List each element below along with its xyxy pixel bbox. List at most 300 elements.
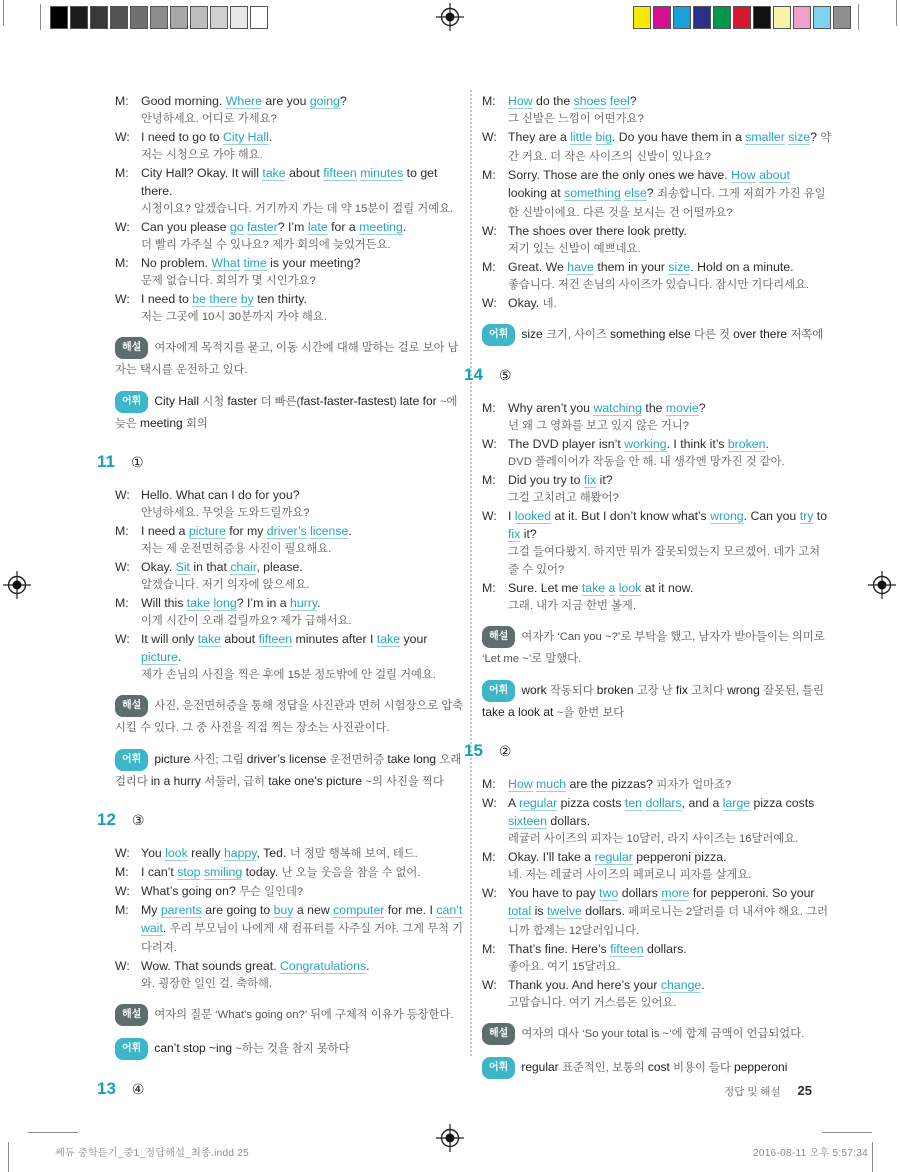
- keyword-highlight: take: [197, 632, 221, 646]
- translation-line: [482, 417, 832, 435]
- english-text: dollars.: [581, 904, 629, 918]
- line-text: [508, 222, 832, 240]
- keyword-highlight: two: [599, 886, 619, 900]
- korean-text: 페퍼로니는 2달러를 더 내셔야 해요. 그러니까 합계는 12달러입니다.: [508, 906, 829, 937]
- speaker-label: W:: [115, 220, 130, 234]
- english-text: do the: [532, 94, 574, 108]
- speaker-label: [115, 200, 141, 218]
- grayscale-swatch: [190, 6, 208, 29]
- speaker-label: [482, 453, 508, 471]
- keyword-highlight: feel: [609, 94, 630, 108]
- english-text: Sorry. Those are the only ones we have.: [508, 168, 732, 182]
- line-text: [508, 884, 832, 940]
- color-swatch: [833, 6, 851, 29]
- keyword-highlight: Congratulations: [280, 959, 367, 973]
- english-text: driver’s license: [246, 752, 330, 766]
- korean-text: 저는 시청으로 가야 해요.: [141, 149, 263, 161]
- korean-text: ~에 늦은: [115, 396, 458, 430]
- korean-text: 난 오늘 웃음을 참을 수 없어.: [281, 867, 421, 879]
- translation-line: [115, 200, 465, 218]
- korean-text: 그 신발은 느낌이 어떤가요?: [508, 113, 644, 125]
- line-text: [141, 110, 465, 128]
- english-text: to: [813, 509, 828, 523]
- dialogue-line: [482, 794, 832, 830]
- line-text: [141, 863, 465, 882]
- korean-text: 너 정말 행복해 보여, 테드.: [289, 848, 418, 860]
- speaker-label: M:: [115, 524, 129, 538]
- korean-text: 다른 것: [694, 329, 734, 341]
- keyword-highlight: long: [213, 596, 237, 610]
- keyword-highlight: can’t: [436, 903, 463, 917]
- english-text: your: [400, 632, 428, 646]
- keyword-highlight: go: [229, 220, 244, 234]
- english-text: [592, 130, 595, 144]
- dialogue-line: [482, 128, 832, 166]
- speaker-label: M:: [482, 942, 496, 956]
- page-number: 25: [797, 1083, 812, 1098]
- dialogue-line: [115, 164, 465, 200]
- vocabulary-note: [482, 1058, 832, 1080]
- english-text: take a look at: [482, 705, 557, 719]
- korean-text: 표준적인, 보통의: [562, 1062, 648, 1074]
- english-text: ten thirty.: [253, 292, 307, 306]
- english-text: today.: [242, 865, 282, 879]
- grayscale-swatch: [130, 6, 148, 29]
- line-text: [141, 504, 465, 522]
- korean-text: 넌 왜 그 영화를 보고 있지 않은 거니?: [508, 420, 690, 432]
- korean-text: 좋아요. 여기 15달러요.: [508, 961, 621, 973]
- korean-text: 크기, 사이즈: [546, 329, 610, 341]
- korean-text: 그래. 내가 지금 한번 볼게.: [508, 600, 636, 612]
- keyword-highlight: change: [660, 978, 702, 992]
- keyword-highlight: take: [376, 632, 401, 646]
- dialogue-line: [482, 884, 832, 940]
- column-divider: [470, 90, 472, 1056]
- keyword-highlight: about: [759, 168, 790, 182]
- keyword-highlight: large: [722, 796, 751, 810]
- keyword-highlight: hurry: [290, 596, 318, 610]
- korean-text: 사진; 그림: [193, 754, 247, 766]
- dialogue-line: [115, 901, 465, 957]
- grayscale-swatch: [50, 6, 68, 29]
- english-text: over there: [733, 327, 791, 341]
- english-text: I need to go to: [141, 130, 224, 144]
- speaker-label: [482, 240, 508, 258]
- english-text: I: [508, 509, 515, 523]
- english-text: are going to: [201, 903, 274, 917]
- english-text: .: [701, 978, 705, 992]
- english-text: My: [141, 903, 161, 917]
- dialogue-block: [115, 92, 465, 326]
- keyword-highlight: minutes: [360, 166, 404, 180]
- speaker-label: W:: [482, 886, 497, 900]
- keyword-highlight: driver’s: [266, 524, 307, 538]
- vocabulary-note: [115, 1039, 465, 1061]
- english-text: looking at: [508, 186, 565, 200]
- grayscale-swatch: [70, 6, 88, 29]
- speaker-label: W:: [115, 130, 130, 144]
- translation-line: [482, 240, 832, 258]
- keyword-highlight: dollars: [645, 796, 682, 810]
- registration-mark: [3, 571, 31, 599]
- line-text: [141, 200, 465, 218]
- english-text: for pepperoni. So your: [689, 886, 815, 900]
- speaker-label: [482, 994, 508, 1012]
- line-text: [508, 258, 832, 276]
- keyword-highlight: chair: [230, 560, 257, 574]
- keyword-highlight: twelve: [546, 904, 582, 918]
- korean-text: 안녕하세요. 어디로 가세요?: [141, 113, 277, 125]
- keyword-highlight: How: [508, 777, 533, 791]
- translation-line: [482, 276, 832, 294]
- speaker-label: M:: [482, 94, 496, 108]
- speaker-label: W:: [482, 130, 497, 144]
- korean-text: 저는 그곳에 10시 30분까지 가야 해요.: [141, 311, 327, 323]
- keyword-highlight: try: [799, 509, 814, 523]
- english-text: in that: [189, 560, 231, 574]
- english-text: cost: [647, 1060, 674, 1074]
- english-text: it?: [596, 473, 613, 487]
- grayscale-swatch: [230, 6, 248, 29]
- crop-mark: [822, 1132, 872, 1133]
- line-text: [141, 236, 465, 254]
- korean-text: 좋습니다. 저건 손님의 사이즈가 있습니다. 잠시만 기다리세요.: [508, 279, 810, 291]
- speaker-label: M:: [482, 850, 496, 864]
- crop-mark: [8, 1142, 9, 1172]
- english-text: I need to: [141, 292, 193, 306]
- korean-text: ~을 한번 보다: [556, 707, 625, 719]
- explanation-badge: 해설: [115, 337, 148, 359]
- color-swatch: [733, 6, 751, 29]
- dialogue-line: [482, 435, 832, 453]
- dialogue-line: [482, 222, 832, 240]
- korean-text: 이게 시간이 오래 걸릴까요? 제가 급해서요.: [141, 615, 352, 627]
- keyword-highlight: How: [731, 168, 756, 182]
- korean-text: 무슨 일인데?: [239, 886, 304, 898]
- english-text: late for: [399, 394, 440, 408]
- line-text: [508, 128, 832, 166]
- keyword-highlight: take: [581, 581, 606, 595]
- korean-text: 피자가 얼마죠?: [656, 779, 732, 791]
- speaker-label: [115, 576, 141, 594]
- keyword-highlight: meeting: [359, 220, 403, 234]
- line-text: [508, 579, 832, 597]
- keyword-highlight: take: [186, 596, 211, 610]
- keyword-highlight: picture: [141, 650, 178, 664]
- speaker-label: W:: [482, 509, 497, 523]
- line-text: [508, 994, 832, 1012]
- english-text: is your meeting?: [266, 256, 361, 270]
- dialogue-line: [482, 940, 832, 958]
- english-text: minutes after I: [292, 632, 377, 646]
- speaker-label: W:: [115, 884, 130, 898]
- speaker-label: M:: [115, 256, 129, 270]
- english-text: to get there.: [141, 166, 438, 198]
- keyword-highlight: movie: [665, 401, 699, 415]
- keyword-highlight: wrong: [710, 509, 744, 523]
- question-13: [97, 1079, 465, 1099]
- english-text: No problem.: [141, 256, 212, 270]
- translation-line: [482, 543, 832, 579]
- line-text: [141, 666, 465, 684]
- keyword-highlight: regular: [594, 850, 633, 864]
- answer-choice: ⑤: [498, 367, 512, 383]
- english-text: ?: [698, 401, 706, 415]
- line-text: [508, 489, 832, 507]
- english-text: is: [531, 904, 547, 918]
- line-text: [141, 975, 465, 993]
- keyword-highlight: faster: [246, 220, 278, 234]
- keyword-highlight: looked: [514, 509, 552, 523]
- speaker-label: [115, 612, 141, 630]
- keyword-highlight: What: [211, 256, 241, 270]
- korean-text: 와. 굉장한 일인 걸. 축하해.: [141, 978, 273, 990]
- vocabulary-badge: 어휘: [482, 1057, 515, 1079]
- line-text: [141, 164, 465, 200]
- grayscale-swatch: [90, 6, 108, 29]
- line-text: [508, 471, 832, 489]
- question-number: 13: [97, 1079, 116, 1098]
- keyword-highlight: regular: [518, 796, 558, 810]
- english-text: .: [366, 959, 370, 973]
- grayscale-swatch: [210, 6, 228, 29]
- korean-text: 비용이 들다: [673, 1062, 735, 1074]
- english-text: at it now.: [641, 581, 694, 595]
- keyword-highlight: stop: [177, 865, 201, 879]
- korean-text: 저는 제 운전면허증용 사진이 필요해요.: [141, 543, 332, 555]
- english-text: .: [402, 220, 407, 234]
- keyword-highlight: computer: [333, 903, 385, 917]
- left-column: [97, 92, 465, 1113]
- korean-text: 여자의 질문 ‘What’s going on?’ 뒤에 구체적 이유가 등장한다.: [154, 1009, 454, 1021]
- dialogue-line: [482, 92, 832, 110]
- dialogue-block: [115, 486, 465, 684]
- korean-text: 저쪽에: [790, 329, 824, 341]
- explanation-badge: 해설: [115, 1004, 148, 1026]
- english-text: City Hall? Okay. It will: [141, 166, 263, 180]
- korean-text: 약간 커요. 더 작은 사이즈의 신발이 있나요?: [508, 132, 832, 163]
- dialogue-line: [482, 579, 832, 597]
- translation-line: [115, 504, 465, 522]
- keyword-highlight: broken: [727, 437, 766, 451]
- line-text: [508, 597, 832, 615]
- speaker-label: [482, 830, 508, 848]
- korean-text: 고맙습니다. 여기 거스름돈 있어요.: [508, 997, 677, 1009]
- color-calibration-bar: [633, 6, 851, 29]
- dialogue-line: [115, 844, 465, 863]
- english-text: pizza costs: [557, 796, 625, 810]
- color-swatch: [653, 6, 671, 29]
- english-text: .: [268, 130, 273, 144]
- explanation-badge: 해설: [482, 626, 515, 648]
- explanation-badge: 해설: [482, 1023, 515, 1045]
- korean-text: 시청이요? 알겠습니다. 거기까지 가는 데 약 15분이 걸릴 거예요.: [141, 203, 454, 215]
- question-11: [97, 452, 465, 472]
- korean-text: 여자가 ‘Can you ~?’로 부탁을 했고, 남자가 받아들이는 의미로 ‘Let me ~’로 말했다.: [482, 631, 825, 665]
- explanation-note: [115, 696, 465, 738]
- english-text: Can you please: [141, 220, 230, 234]
- explanation-note: [115, 1005, 465, 1027]
- english-text: Great. We: [508, 260, 568, 274]
- english-text: about: [220, 632, 259, 646]
- line-text: [141, 576, 465, 594]
- korean-text: ~의 사진을 찍다: [365, 776, 444, 788]
- registration-mark: [436, 1124, 464, 1152]
- speaker-label: M:: [482, 260, 496, 274]
- line-text: [141, 290, 465, 308]
- speaker-label: M:: [115, 903, 129, 917]
- registration-mark: [868, 571, 896, 599]
- dialogue-line: [115, 486, 465, 504]
- english-text: for me. I: [384, 903, 437, 917]
- speaker-label: W:: [115, 560, 130, 574]
- english-text: work: [521, 683, 550, 697]
- color-swatch: [673, 6, 691, 29]
- speaker-label: M:: [115, 596, 129, 610]
- speaker-label: [482, 110, 508, 128]
- english-text: Okay. I’ll take a: [508, 850, 595, 864]
- dialogue-line: [482, 976, 832, 994]
- keyword-highlight: big: [595, 130, 612, 144]
- explanation-badge: 해설: [115, 695, 148, 717]
- line-text: [141, 486, 465, 504]
- keyword-highlight: happy: [223, 846, 257, 860]
- english-text: dollars.: [643, 942, 687, 956]
- keyword-highlight: How: [508, 94, 533, 108]
- question-14: [464, 365, 832, 385]
- footer-section-label: 정답 및 해설: [724, 1086, 781, 1098]
- speaker-label: M:: [115, 94, 129, 108]
- speaker-label: [115, 540, 141, 558]
- korean-text: 제가 손님의 사진을 찍은 후에 15분 정도밖에 안 걸릴 거예요.: [141, 669, 436, 681]
- dialogue-line: [115, 957, 465, 975]
- keyword-highlight: going: [309, 94, 340, 108]
- line-text: [508, 276, 832, 294]
- keyword-highlight: look: [618, 581, 642, 595]
- line-text: [508, 830, 832, 848]
- keyword-highlight: take: [262, 166, 286, 180]
- grayscale-calibration-bar: [50, 6, 268, 29]
- keyword-highlight: a: [608, 581, 616, 595]
- korean-text: 회의: [186, 418, 208, 430]
- grayscale-swatch: [250, 6, 268, 29]
- keyword-highlight: ten: [624, 796, 643, 810]
- line-text: [141, 254, 465, 272]
- line-text: [508, 775, 832, 794]
- english-text: They are a: [508, 130, 571, 144]
- speaker-label: W:: [115, 632, 130, 646]
- crop-mark: [896, 0, 897, 26]
- keyword-highlight: be: [192, 292, 206, 306]
- registration-mark: [436, 3, 464, 31]
- keyword-highlight: size: [668, 260, 691, 274]
- speaker-label: [482, 597, 508, 615]
- answer-choice: ③: [131, 812, 145, 828]
- speaker-label: W:: [115, 846, 130, 860]
- english-text: The DVD player isn’t: [508, 437, 625, 451]
- vocabulary-badge: 어휘: [115, 749, 148, 771]
- speaker-label: [115, 110, 141, 128]
- dialogue-line: [115, 594, 465, 612]
- translation-line: [115, 666, 465, 684]
- keyword-highlight: late: [307, 220, 328, 234]
- speaker-label: [115, 272, 141, 290]
- english-text: take one’s picture: [268, 774, 366, 788]
- english-text: ?: [629, 94, 637, 108]
- keyword-highlight: picture: [188, 524, 226, 538]
- korean-text: 작동되다: [550, 685, 597, 697]
- keyword-highlight: look: [165, 846, 188, 860]
- translation-line: [115, 540, 465, 558]
- line-text: [508, 507, 832, 543]
- question-12: [97, 810, 465, 830]
- english-text: , please.: [256, 560, 303, 574]
- dialogue-line: [115, 92, 465, 110]
- line-text: [508, 453, 832, 471]
- grayscale-swatch: [150, 6, 168, 29]
- korean-text: 알겠습니다. 저기 의자에 앉으세요.: [141, 579, 310, 591]
- dialogue-line: [482, 258, 832, 276]
- korean-text: 네.: [542, 298, 557, 310]
- english-text: for a: [327, 220, 360, 234]
- english-text: dollars: [618, 886, 662, 900]
- translation-line: [115, 576, 465, 594]
- english-text: at it. But I don’t know what’s: [551, 509, 711, 523]
- keyword-highlight: smiling: [203, 865, 243, 879]
- vocabulary-badge: 어휘: [482, 680, 515, 702]
- translation-line: [482, 110, 832, 128]
- english-text: A: [508, 796, 519, 810]
- speaker-label: W:: [115, 292, 130, 306]
- english-text: .: [765, 437, 769, 451]
- korean-text: 우리 부모님이 나에게 새 컴퓨터를 사주실 거야. 그게 무척 기다려져.: [141, 923, 464, 954]
- dialogue-line: [115, 128, 465, 146]
- line-text: [508, 794, 832, 830]
- keyword-highlight: fix: [508, 527, 521, 541]
- keyword-highlight: have: [567, 260, 594, 274]
- korean-text: 서둘러, 급히: [204, 776, 269, 788]
- dialogue-block: [482, 775, 832, 1012]
- keyword-highlight: buy: [273, 903, 294, 917]
- keyword-highlight: Sit: [175, 560, 190, 574]
- dialogue-block: [482, 399, 832, 615]
- keyword-highlight: parents: [160, 903, 202, 917]
- english-text: picture: [154, 752, 194, 766]
- color-swatch: [693, 6, 711, 29]
- question-number: 15: [464, 741, 483, 760]
- speaker-label: [482, 958, 508, 976]
- color-swatch: [813, 6, 831, 29]
- korean-text: 여자의 대사 ‘So your total is ~’에 합계 금액이 언급되었다.: [521, 1028, 805, 1040]
- dialogue-line: [482, 848, 832, 866]
- translation-line: [115, 975, 465, 993]
- line-text: [141, 844, 465, 863]
- korean-text: 오래 걸리다: [115, 754, 462, 788]
- keyword-highlight: much: [536, 777, 567, 791]
- color-swatch: [793, 6, 811, 29]
- speaker-label: [482, 276, 508, 294]
- english-text: . Do you have them in a: [611, 130, 746, 144]
- keyword-highlight: shoes: [573, 94, 607, 108]
- keyword-highlight: working: [624, 437, 667, 451]
- dialogue-block: [482, 92, 832, 313]
- translation-line: [115, 272, 465, 290]
- korean-text: ): [393, 396, 400, 408]
- line-text: [141, 957, 465, 975]
- korean-text: 운전면허증: [329, 754, 388, 766]
- english-text: are the pizzas?: [566, 777, 657, 791]
- english-text: regular: [521, 1060, 563, 1074]
